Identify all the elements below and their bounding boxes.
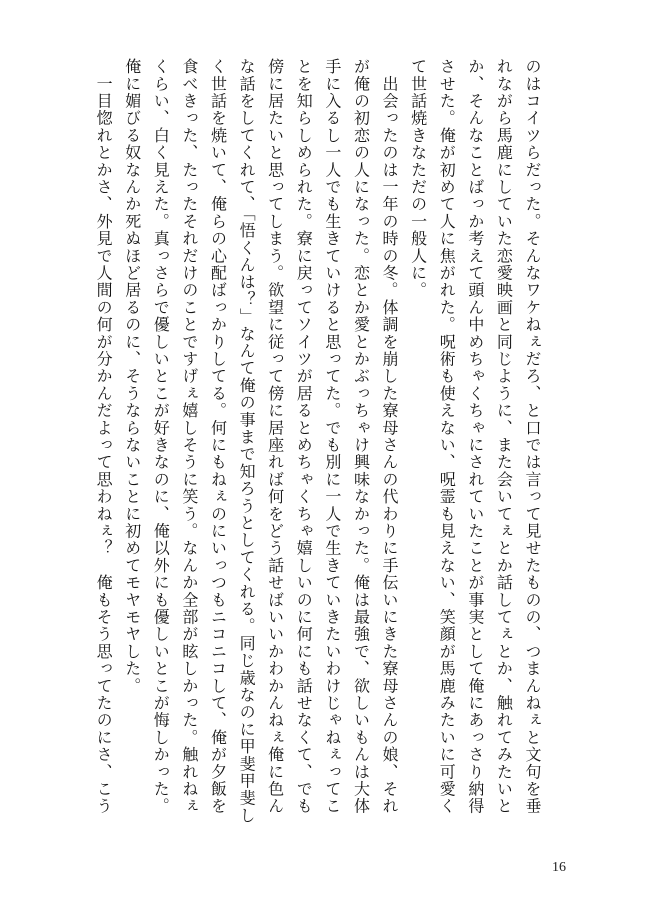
vertical-text-body xyxy=(89,58,547,824)
text-line: な話をしてくれて、「悟くんは？」なんて俺の事まで知ろうとしてくれる。同じ歳なのに甲斐甲斐し xyxy=(237,58,257,824)
text-line: 傍に居たいと思ってしまう。欲望に従って傍に居座れば何をどう話せばいいかわかんねぇ俺に色ん xyxy=(265,58,285,815)
text-line: 一目惚れとかさ、外見で人間の何が分かんだよって思わねぇ？ 俺もそう思ってたのにさ、こう xyxy=(94,58,114,815)
text-line: が俺の初恋の人になった。恋とか愛とかぶっちゃけ興味なかった。俺は最強で、欲しいもんは大体 xyxy=(351,58,371,815)
page-number: 16 xyxy=(552,860,566,875)
text-line: させた。俺が初めて人に焦がれた。呪術も使えない、呪霊も見えない、笑顔が馬鹿みたいに可愛く xyxy=(437,58,457,815)
text-line: く世話を焼いて、俺らの心配ばっかりしてる。何にもねぇのにいっつもニコニコして、俺が夕飯を xyxy=(208,58,228,815)
text-line: 出会ったのは一年の時の冬。体調を崩した寮母さんの代わりに手伝いにきた寮母さんの娘、それ xyxy=(380,58,400,815)
text-line: 食べきった、たったそれだけのことですげぇ嬉しそうに笑う。なんか全部が眩しかった。触れねぇ xyxy=(179,58,199,815)
text-line: 手に入るし一人でも生きていけると思ってた。でも別に一人で生きていきたいわけじゃねぇってこ xyxy=(322,58,342,815)
text-line: くらい、白く見えた。真っさらで優しいとこが好きなのに、俺以外にも優しいとこが悔しかった。 xyxy=(151,58,171,815)
text-line: とを知らしめられた。寮に戻ってソイツが居るとめちゃくちゃ嬉しいのに何にも話せなくて、でも xyxy=(294,58,314,815)
text-line: か、そんなことばっか考えて頭ん中めちゃくちゃにされていたことが事実として俺にあっさり納得 xyxy=(465,58,485,815)
text-line: れながら馬鹿にしていた恋愛映画と同じように、また会いてぇとか話してぇとか、触れてみたいと xyxy=(494,58,514,815)
text-line: のはコイツらだった。そんなワケねぇだろ、と口では言って見せたものの、つまんねぇと文句を垂 xyxy=(523,58,542,815)
text-line: て世話焼きなただの一般人に。 xyxy=(408,58,428,299)
text-line: 俺に媚びる奴なんか死ぬほど居るのに、そうならないことに初めてモヤモヤした。 xyxy=(122,58,142,695)
